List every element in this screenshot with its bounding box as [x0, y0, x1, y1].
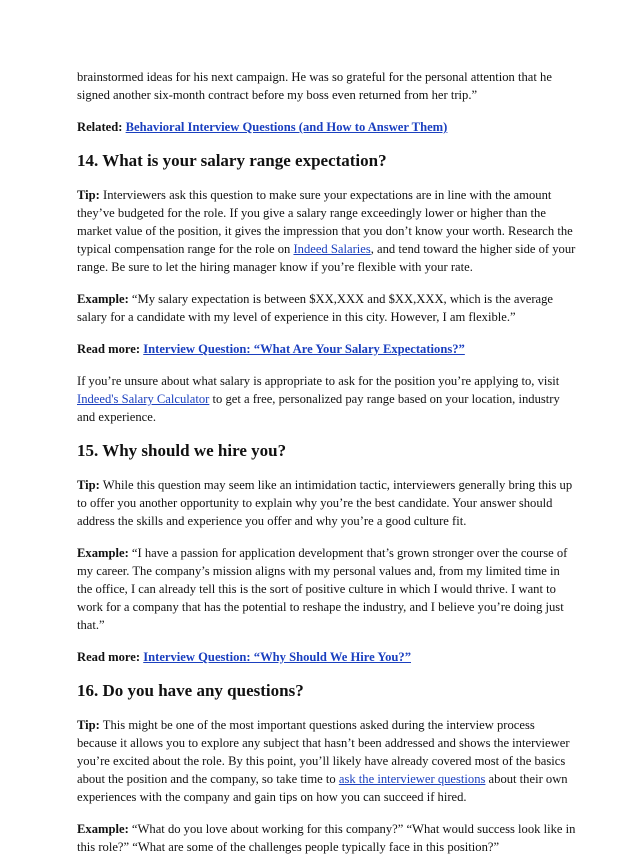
q14-example-text: “My salary expectation is between $XX,XXX and $XX,XXX, which is the average salary for a candidate with my level of experience in this city. However, I am flexible.” [77, 292, 553, 324]
q16-example-text: “What do you love about working for this company?” “What would success look like in this role?” “What are some of the challenges people typically face in this position?” [77, 822, 576, 854]
q15-tip [77, 476, 576, 530]
q16-example [77, 820, 576, 856]
q15-heading: 15. Why should we hire you? [77, 441, 287, 460]
q15-readmore [77, 648, 576, 666]
q14-tip [77, 186, 576, 276]
q14-heading: 14. What is your salary range expectation? [77, 151, 387, 170]
ask-interviewer-questions-link[interactable]: ask the interviewer questions [338, 772, 486, 786]
q15-example [77, 544, 576, 634]
q15-example-text: “I have a passion for application development that’s grown stronger over the course of my career. The company’s mission aligns with my personal values and, from my limited time in the office, I can already tell this is the sort of positive culture in which I would thrive. I want to work for a company that has the potential to reshape the industry, and I believe you’re doing just that.” [77, 546, 568, 632]
related-line [77, 118, 576, 136]
q16-tip-label: Tip: [77, 718, 100, 732]
q14-extra [77, 372, 576, 426]
intro-paragraph: brainstormed ideas for his next campaign. He was so grateful for the personal attention that he signed another six-month contract before my boss even returned from her trip.” [77, 70, 552, 102]
indeed-salaries-link[interactable]: Indeed Salaries [293, 242, 371, 256]
q15-readmore-label: Read more: [77, 650, 141, 664]
q16-tip-text-1: This might be one of the most important questions asked during the interview process because it allows you to explore any subject that hasn’t been addressed and shows the interviewer you’re excited about the role. By this point, you’ll likely have already covered most of the basics about the position and the company, so take time to [77, 718, 570, 786]
q14-example-label: Example: [77, 292, 129, 306]
q16-heading: 16. Do you have any questions? [77, 681, 304, 700]
q15-tip-label: Tip: [77, 478, 100, 492]
salary-calculator-link[interactable]: Indeed's Salary Calculator [77, 392, 210, 406]
q16-example-label: Example: [77, 822, 129, 836]
q14-tip-label: Tip: [77, 188, 100, 202]
q15-readmore-link[interactable]: Interview Question: “Why Should We Hire You?” [143, 650, 411, 664]
q14-extra-text-2: to get a free, personalized pay range based on your location, industry and experience. [77, 392, 560, 424]
q14-example [77, 290, 576, 326]
q16-tip-text-2: about their own experiences with the company and gain tips on how you can succeed if hired. [77, 772, 568, 804]
q15-tip-text: While this question may seem like an intimidation tactic, interviewers generally bring this up to offer you another opportunity to explain why you’re the best candidate. Your answer should address the skills and experience you offer and why you’re a good culture fit. [77, 478, 573, 528]
q15-example-label: Example: [77, 546, 129, 560]
q14-tip-text-2: , and tend toward the higher side of your range. Be sure to let the hiring manager know if you’re flexible with your rate. [77, 242, 576, 274]
q14-extra-text-1: If you’re unsure about what salary is appropriate to ask for the position you’re applying to, visit [77, 374, 560, 388]
q14-tip-text-1: Interviewers ask this question to make sure your expectations are in line with the amount they’ve budgeted for the role. If you give a salary range exceedingly lower or higher than the market value of the position, it gives the impression that you don’t know your worth. Research the typical compensation range for the role on [77, 188, 573, 256]
q14-readmore-link[interactable]: Interview Question: “What Are Your Salary Expectations?” [143, 342, 465, 356]
q14-readmore-label: Read more: [77, 342, 141, 356]
q14-readmore [77, 340, 576, 358]
related-label: Related: [77, 120, 123, 134]
related-link[interactable]: Behavioral Interview Questions (and How to Answer Them) [125, 120, 448, 134]
q16-tip [77, 716, 576, 806]
